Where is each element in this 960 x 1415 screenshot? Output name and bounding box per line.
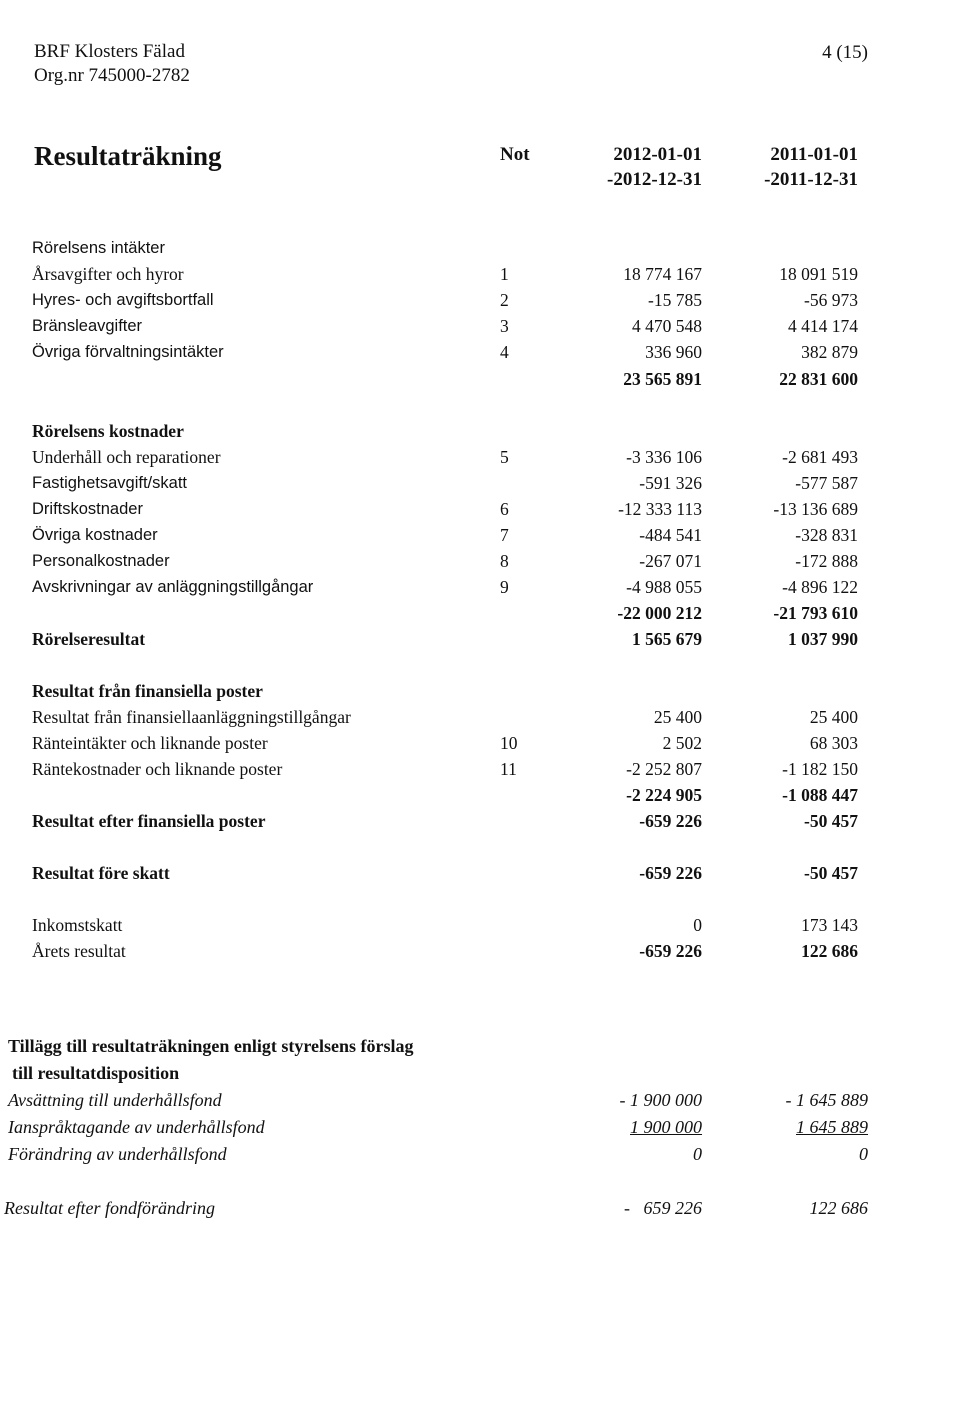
row-label: Driftskostnader — [32, 500, 143, 518]
row-label: Fastighetsavgift/skatt — [32, 474, 187, 492]
period-2011-end: -2011-12-31 — [764, 169, 858, 190]
appendix-row-value-2012: 1 900 000 — [630, 1117, 702, 1137]
appendix-result-label: Resultat efter fondförändring — [4, 1198, 215, 1218]
financial-total-2011: -1 088 447 — [782, 785, 858, 805]
costs-total-2012: -22 000 212 — [617, 603, 702, 623]
row-value-2011: -13 136 689 — [773, 499, 858, 519]
year-result-2012: -659 226 — [639, 941, 702, 961]
row-note: 11 — [500, 759, 517, 779]
row-label: Resultat från finansiellaanläggningstillgångar — [32, 707, 351, 727]
row-value-2011: -328 831 — [795, 525, 858, 545]
after-financial-2012: -659 226 — [639, 811, 702, 831]
appendix-row-value-2011: - 1 645 889 — [785, 1090, 868, 1110]
row-value-2012: -2 252 807 — [626, 759, 702, 779]
table-row — [0, 522, 960, 548]
row-value-2012: 2 502 — [662, 733, 702, 753]
row-note: 9 — [500, 577, 509, 597]
before-tax-2011: -50 457 — [804, 863, 858, 883]
row-value-2012: -4 988 055 — [626, 577, 702, 597]
row-label: Ränteintäkter och liknande poster — [32, 733, 268, 753]
row-value-2011: -4 896 122 — [782, 577, 858, 597]
row-note: 4 — [500, 342, 509, 362]
row-note: 5 — [500, 447, 509, 467]
row-value-2011: 18 091 519 — [779, 264, 858, 284]
note-column-header: Not — [500, 144, 530, 165]
row-note: 2 — [500, 290, 509, 310]
row-label: Personalkostnader — [32, 552, 170, 570]
operating-result-label: Rörelseresultat — [32, 629, 146, 649]
org-name: BRF Klosters Fälad — [34, 41, 185, 62]
income-total-2012: 23 565 891 — [623, 369, 702, 389]
financial-total-row — [0, 782, 960, 808]
row-note: 8 — [500, 551, 509, 571]
after-financial-row — [0, 808, 960, 834]
row-value-2012: 25 400 — [653, 707, 702, 727]
tax-label: Inkomstskatt — [32, 915, 123, 935]
row-label: Hyres- och avgiftsbortfall — [32, 291, 214, 309]
appendix-row — [0, 1141, 960, 1168]
period-2011-start: 2011-01-01 — [770, 144, 858, 165]
org-number: Org.nr 745000-2782 — [34, 65, 190, 86]
operating-result-2012: 1 565 679 — [632, 629, 702, 649]
row-value-2012: -15 785 — [648, 290, 702, 310]
row-note: 3 — [500, 316, 509, 336]
appendix-row-label: Förändring av underhållsfond — [8, 1144, 227, 1164]
row-note: 10 — [500, 733, 518, 753]
financial-total-2012: -2 224 905 — [626, 785, 702, 805]
income-heading-row — [0, 235, 960, 261]
page-title: Resultaträkning — [34, 141, 222, 171]
row-value-2011: 25 400 — [809, 707, 858, 727]
appendix-row-value-2011: 1 645 889 — [796, 1117, 868, 1137]
period-2012-end: -2012-12-31 — [607, 169, 702, 190]
appendix-row-label: Ianspråktagande av underhållsfond — [8, 1117, 265, 1137]
row-value-2012: -3 336 106 — [626, 447, 702, 467]
row-note: 7 — [500, 525, 509, 545]
income-total-row — [0, 366, 960, 392]
before-tax-label: Resultat före skatt — [32, 863, 170, 883]
row-label: Bränsleavgifter — [32, 317, 143, 335]
appendix-row-value-2012: 0 — [693, 1144, 702, 1164]
row-note: 6 — [500, 499, 509, 519]
before-tax-2012: -659 226 — [639, 863, 702, 883]
income-total-2011: 22 831 600 — [779, 369, 858, 389]
table-row — [0, 339, 960, 365]
row-note: 1 — [500, 264, 509, 284]
year-result-row — [0, 938, 960, 964]
row-value-2011: -56 973 — [804, 290, 858, 310]
table-row — [0, 704, 960, 730]
operating-result-row — [0, 626, 960, 652]
table-row — [0, 313, 960, 339]
row-label: Övriga förvaltningsintäkter — [32, 343, 224, 361]
table-row — [0, 574, 960, 600]
row-value-2011: -577 587 — [795, 473, 858, 493]
document-header — [34, 40, 190, 88]
before-tax-row — [0, 860, 960, 886]
period-2012-header — [607, 142, 702, 192]
table-row — [0, 470, 960, 496]
appendix-heading-row — [0, 1060, 960, 1087]
row-value-2012: -484 541 — [639, 525, 702, 545]
table-row — [0, 261, 960, 287]
table-row — [0, 287, 960, 313]
period-2011-header — [764, 142, 858, 192]
row-value-2012: 18 774 167 — [623, 264, 702, 284]
appendix-row-value-2011: 0 — [859, 1144, 868, 1164]
row-value-2011: 68 303 — [809, 733, 858, 753]
tax-2011: 173 143 — [801, 915, 858, 935]
after-financial-label: Resultat efter finansiella poster — [32, 811, 266, 831]
appendix-row-value-2012: - 1 900 000 — [619, 1090, 702, 1110]
costs-heading: Rörelsens kostnader — [32, 421, 184, 441]
table-row — [0, 730, 960, 756]
year-result-2011: 122 686 — [801, 941, 858, 961]
appendix-row — [0, 1087, 960, 1114]
income-heading: Rörelsens intäkter — [32, 239, 165, 257]
appendix-result-2012: - 659 226 — [624, 1198, 702, 1218]
table-row — [0, 496, 960, 522]
appendix-row-label: Avsättning till underhållsfond — [8, 1090, 222, 1110]
row-label: Räntekostnader och liknande poster — [32, 759, 283, 779]
row-label: Övriga kostnader — [32, 526, 158, 544]
appendix-heading: Tillägg till resultaträkningen enligt styrelsens förslag — [8, 1036, 414, 1056]
row-value-2011: -2 681 493 — [782, 447, 858, 467]
costs-total-row — [0, 600, 960, 626]
row-value-2012: -12 333 113 — [618, 499, 702, 519]
row-value-2012: -267 071 — [639, 551, 702, 571]
costs-total-2011: -21 793 610 — [773, 603, 858, 623]
row-value-2012: 4 470 548 — [632, 316, 702, 336]
tax-row — [0, 912, 960, 938]
table-row — [0, 548, 960, 574]
table-row — [0, 444, 960, 470]
costs-heading-row — [0, 418, 960, 444]
period-2012-start: 2012-01-01 — [613, 144, 702, 165]
tax-2012: 0 — [693, 915, 702, 935]
row-value-2012: 336 960 — [645, 342, 702, 362]
appendix-result-2011: 122 686 — [809, 1198, 868, 1218]
appendix-heading-row — [0, 1033, 960, 1060]
row-value-2011: -1 182 150 — [782, 759, 858, 779]
table-row — [0, 756, 960, 782]
row-value-2011: 4 414 174 — [788, 316, 858, 336]
year-result-label: Årets resultat — [32, 941, 126, 961]
operating-result-2011: 1 037 990 — [788, 629, 858, 649]
financial-heading: Resultat från finansiella poster — [32, 681, 263, 701]
row-label: Avskrivningar av anläggningstillgångar — [32, 578, 314, 596]
after-financial-2011: -50 457 — [804, 811, 858, 831]
row-value-2011: 382 879 — [801, 342, 858, 362]
row-label: Årsavgifter och hyror — [32, 264, 184, 284]
appendix-row — [0, 1114, 960, 1141]
appendix-result-row — [0, 1195, 960, 1222]
financial-heading-row — [0, 678, 960, 704]
row-label: Underhåll och reparationer — [32, 447, 221, 467]
row-value-2012: -591 326 — [639, 473, 702, 493]
appendix-heading-cont: till resultatdisposition — [12, 1063, 180, 1083]
page-number: 4 (15) — [822, 42, 868, 63]
row-value-2011: -172 888 — [795, 551, 858, 571]
